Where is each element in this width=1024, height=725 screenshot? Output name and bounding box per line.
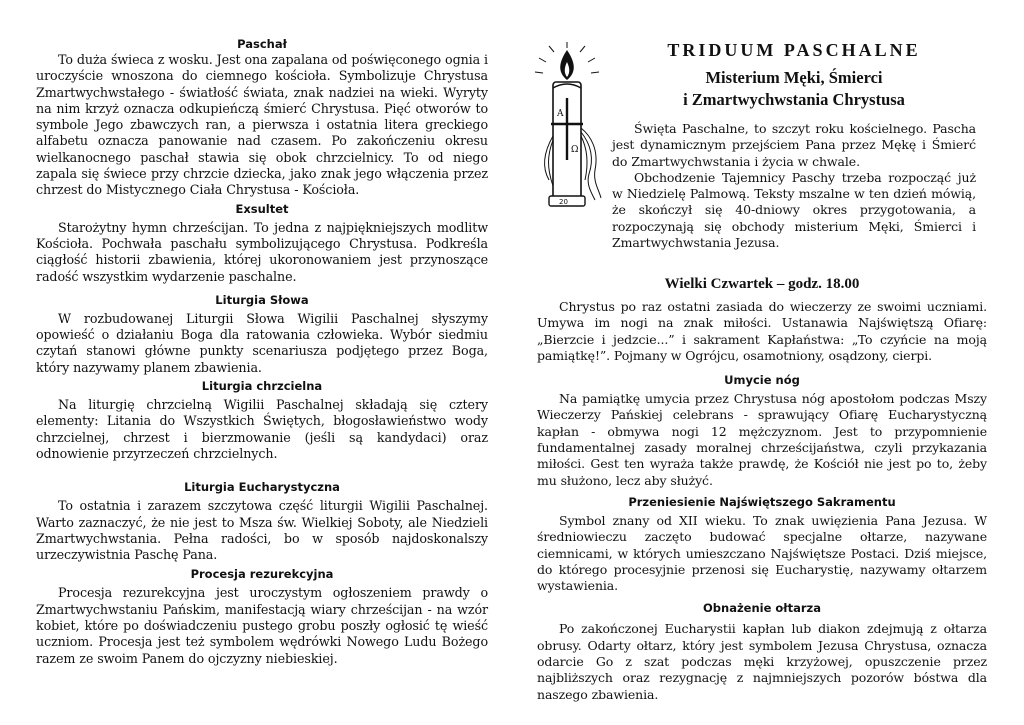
candle-year-label: 20 (559, 198, 568, 206)
section-heading-liturgia-chrzcielna: Liturgia chrzcielna (201, 379, 323, 394)
day-text: Chrystus po raz ostatni zasiada do wieczerzy ze swoimi uczniami. Umywa im nogi na znak miłości. Ustanawia Najświętszą Ofiarę: „Bierzcie i jedzcie...” i sakrament Kapłaństwa: „To czyńcie na moją pamiątkę!”. Pojmany w Ogrójcu, osamotniony, osądzony, cierpi. (537, 299, 987, 363)
left-column (36, 36, 488, 667)
section-heading-exsultet: Exsultet (235, 201, 289, 216)
section-text-paschal: To duża świeca z wosku. Jest ona zapalana od poświęconego ognia i uroczyście wnoszona do ciemnego kościoła. Symbolizuje Chrystusa Zmartwychwstałego - światłość świata, znak nadziei na wieki. Wyryty na nim krzyż oznacza odkupieńczą śmierć Chrystusa. Pięć otworów to symbole Jego zbawczych ran, a pierwsza i ostatnia litera greckiego alfabetu oznacza panowanie nad czasem. Po zakończeniu okresu wielkanocnego paschał stawia się obok chrzcielnicy. To od niego zapala się świece przy chrzcie dziecka, jako znak jego włączenia przez chrzest do Mistycznego Ciała Chrystusa - Kościoła. (36, 52, 488, 198)
day-heading: Wielki Czwartek – godz. 18.00 (664, 276, 860, 292)
svg-text:A: A (557, 109, 564, 119)
section-heading-liturgia-slowa: Liturgia Słowa (215, 292, 309, 307)
section-text-exsultet: Starożytny hymn chrześcijan. To jedna z najpiękniejszych modlitw Kościoła. Pochwała paschału symbolizującego Chrystusa. Podkreśla ciągłość historii zbawienia, której ukoronowaniem jest przynoszące radość wszystkim wydarzenie paschalne. (36, 219, 488, 284)
intro-paragraph-2: Obchodzenie Tajemnicy Paschy trzeba rozpocząć już w Niedzielę Palmową. Teksty mszalne w ten dzień mówią, że skończył się 40-dniowy okres przygotowania, a rozpoczynają się obchody misterium Męki, Śmierci i Zmartwychwstania Jezusa. (612, 169, 976, 251)
section-text-liturgia-eucharystyczna: To ostatnia i zarazem szczytowa część liturgii Wigilii Paschalnej. Warto zaznaczyć, że nie jest to Msza św. Wielkiej Soboty, ale Niedzieli Zmartwychwstania. Pełna radości, bo w sposób najdoskonalszy urzeczywistnia Paschę Pana. (36, 498, 488, 563)
section-heading-paschal: Paschał (237, 37, 287, 51)
page-title: TRIDUUM PASCHALNE (667, 40, 921, 60)
section-text-obnazenie: Po zakończonej Eucharystii kapłan lub diakon zdejmują z ołtarza obrusy. Odarty ołtarz, który jest symbolem Jezusa Chrystusa, oznacza odarcie Go z szat podczas męki krzyżowej, opuszczenie przez najbliższych oraz rezygnację z najmniejszych pozorów bóstwa dla naszego zbawienia. (537, 621, 987, 702)
section-text-przeniesienie: Symbol znany od XII wieku. To znak uwięzienia Pana Jezusa. W średniowieczu zaczęto budować specjalne ołtarze, nazywane ciemnicami, w których umieszczano Najświętsze Postaci. Dziś miejsce, do którego procesyjnie przenosi się Eucharystię, nazywamy ołtarzem wystawienia. (537, 512, 987, 594)
section-heading-procesja: Procesja rezurekcyjna (190, 567, 334, 582)
section-heading-obnazenie: Obnażenie ołtarza (703, 601, 821, 616)
section-text-procesja: Procesja rezurekcyjna jest uroczystym ogłoszeniem prawdy o Zmartwychwstaniu Pańskim, manifestacją wiary chrześcijan - na wzór kobiet, które po doświadczeniu pustego grobu poszły ogłosić tę wieść uczniom. Procesja jest też symbolem wędrówki Nowego Ludu Bożego razem ze swoim Panem do ojczyzny niebieskiej. (36, 585, 488, 666)
intro-block (612, 121, 976, 251)
right-header (612, 40, 976, 111)
page-subtitle-line1: Misterium Męki, Śmierci (705, 68, 883, 87)
svg-text:Ω: Ω (571, 145, 579, 155)
intro-paragraph-1: Święta Paschalne, to szczyt roku kościelnego. Pascha jest dynamicznym przejściem Pana przez Mękę i Śmierć do Zmartwychwstania i życia w chwale. (612, 121, 976, 169)
section-text-liturgia-slowa: W rozbudowanej Liturgii Słowa Wigilii Paschalnej słyszymy opowieść o działaniu Boga dla ratowania człowieka. Wybór siedmiu czytań stanowi główne punkty scenariusza podjętego przez Boga, który nazywamy planem zbawienia. (36, 310, 488, 375)
section-text-umycie-nog: Na pamiątkę umycia przez Chrystusa nóg apostołom podczas Mszy Wieczerzy Pańskiej celebrans - sprawujący Ofiarę Eucharystyczną kapłan - obmywa nogi 12 mężczyznom. Jest to przypomnienie fundamentalnej zasady moralnej chrześcijaństwa, czyli przykazania miłości. Gest ten wyraża także prawdę, że Kościół nie jest po to, żeby mu służono, lecz aby służyć. (537, 391, 987, 488)
section-heading-umycie-nog: Umycie nóg (724, 373, 800, 388)
section-heading-liturgia-eucharystyczna: Liturgia Eucharystyczna (184, 480, 340, 495)
page-subtitle-line2: i Zmartwychwstania Chrystusa (683, 90, 905, 109)
paschal-candle-icon (529, 40, 605, 212)
right-column (537, 276, 987, 703)
section-heading-przeniesienie: Przeniesienie Najświętszego Sakramentu (628, 494, 896, 509)
section-text-liturgia-chrzcielna: Na liturgię chrzcielną Wigilii Paschalnej składają się cztery elementy: Litania do Wszystkich Świętych, błogosławieństwo wody chrzcielnej, chrzest i bierzmowanie (jeśli są kandydaci) oraz odnowienie przyrzeczeń chrzcielnych. (36, 397, 488, 461)
